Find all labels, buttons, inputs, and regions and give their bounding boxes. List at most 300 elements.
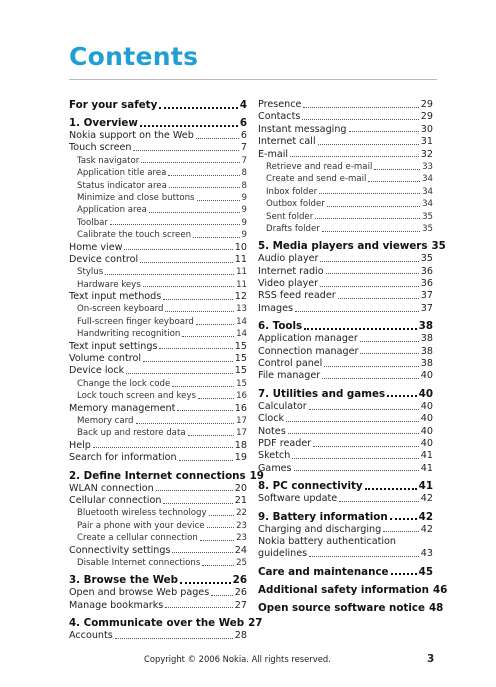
toc-entry-label: Application title area bbox=[77, 168, 167, 179]
toc-section-entry[interactable] bbox=[258, 463, 433, 475]
dot-leader bbox=[143, 286, 234, 287]
dot-leader bbox=[326, 273, 419, 274]
dot-leader bbox=[163, 503, 232, 504]
toc-entry-label: Create a cellular connection bbox=[77, 533, 198, 544]
dot-leader bbox=[313, 446, 419, 447]
toc-page-number: 12 bbox=[234, 291, 247, 303]
toc-page-number: 8 bbox=[241, 180, 247, 191]
toc-page-number: 41 bbox=[418, 480, 433, 493]
toc-subsection-entry[interactable] bbox=[69, 507, 247, 519]
toc-page-number: 6 bbox=[239, 117, 247, 129]
toc-page-number: 21 bbox=[234, 494, 247, 506]
toc-section-entry[interactable] bbox=[69, 440, 247, 452]
toc-entry-label: 5. Media players and viewers bbox=[258, 240, 428, 253]
dot-leader bbox=[197, 200, 240, 201]
toc-entry-label: Volume control bbox=[69, 353, 141, 365]
toc-entry-label: E-mail bbox=[258, 148, 289, 160]
toc-page-number: 37 bbox=[420, 290, 433, 302]
dot-leader bbox=[163, 299, 233, 300]
toc-page-number: 42 bbox=[418, 510, 433, 523]
toc-page-number: 27 bbox=[234, 599, 247, 611]
toc-entry-label: Inbox folder bbox=[266, 186, 318, 197]
toc-entry-label: Manage bookmarks bbox=[69, 599, 164, 611]
toc-page-number: 11 bbox=[236, 279, 247, 290]
toc-subsection-entry[interactable] bbox=[258, 223, 433, 235]
toc-page-number: 45 bbox=[418, 565, 433, 578]
toc-section-entry[interactable] bbox=[69, 130, 247, 142]
toc-section-entry[interactable] bbox=[258, 333, 433, 345]
toc-section-entry[interactable] bbox=[69, 483, 247, 495]
dot-leader bbox=[196, 324, 234, 325]
toc-page-number: 38 bbox=[418, 320, 433, 333]
toc-page-number: 32 bbox=[420, 148, 433, 160]
toc-entry-label: Application area bbox=[77, 205, 147, 216]
toc-entry-label: Cellular connection bbox=[69, 494, 162, 506]
toc-entry-label: Internet call bbox=[258, 136, 316, 148]
toc-section-entry[interactable] bbox=[258, 548, 433, 560]
toc-chapter-entry[interactable] bbox=[258, 480, 433, 493]
toc-subsection-entry[interactable] bbox=[69, 217, 247, 229]
toc-section-entry[interactable] bbox=[258, 426, 433, 438]
dot-leader bbox=[156, 490, 233, 491]
toc-section-entry[interactable] bbox=[69, 353, 247, 365]
toc-entry-label: Accounts bbox=[69, 630, 113, 642]
dot-leader bbox=[374, 169, 420, 170]
toc-entry-label: On-screen keyboard bbox=[77, 304, 164, 315]
toc-entry-label: Application manager bbox=[258, 333, 358, 345]
toc-entry-label: Retrieve and read e-mail bbox=[266, 161, 373, 172]
toc-chapter-entry[interactable] bbox=[258, 583, 448, 597]
dot-leader bbox=[133, 150, 238, 151]
toc-section-entry[interactable] bbox=[258, 278, 433, 290]
page-title: Contents bbox=[69, 42, 199, 71]
dot-leader bbox=[339, 501, 419, 502]
toc-section-entry[interactable] bbox=[69, 630, 247, 642]
dot-leader bbox=[200, 540, 234, 541]
dot-leader bbox=[211, 595, 233, 596]
toc-entry-label: Sent folder bbox=[266, 211, 314, 222]
dot-leader bbox=[292, 458, 418, 459]
toc-entry-label: Contacts bbox=[258, 111, 301, 123]
toc-subsection-entry[interactable] bbox=[69, 303, 247, 315]
dot-leader bbox=[304, 328, 417, 330]
toc-section-entry[interactable] bbox=[69, 242, 247, 254]
toc-entry-label: Handwriting recognition bbox=[77, 329, 181, 340]
dot-leader bbox=[126, 373, 233, 374]
toc-section-entry[interactable] bbox=[69, 600, 247, 612]
toc-page-number: 36 bbox=[420, 278, 433, 290]
dot-leader bbox=[309, 556, 419, 557]
toc-section-entry[interactable] bbox=[69, 365, 247, 377]
toc-section-entry[interactable] bbox=[258, 136, 433, 148]
toc-section-entry[interactable] bbox=[258, 370, 433, 382]
toc-section-entry[interactable] bbox=[258, 303, 433, 315]
dot-leader bbox=[302, 119, 418, 120]
toc-page-number: 17 bbox=[236, 415, 247, 426]
toc-entry-label: Connectivity settings bbox=[69, 544, 171, 556]
toc-entry-label: 9. Battery information bbox=[258, 510, 388, 523]
title-divider bbox=[69, 79, 437, 80]
toc-entry-label: Bluetooth wireless technology bbox=[77, 508, 207, 519]
toc-page-number: 38 bbox=[420, 333, 433, 345]
toc-page-number: 37 bbox=[420, 302, 433, 314]
toc-page-number: 34 bbox=[422, 186, 433, 197]
toc-entry-label: WLAN connection bbox=[69, 482, 154, 494]
dot-leader bbox=[303, 107, 418, 108]
dot-leader bbox=[93, 447, 233, 448]
toc-subsection-entry[interactable] bbox=[69, 316, 247, 328]
toc-page-number: 17 bbox=[236, 428, 247, 439]
toc-entry-label: 2. Define Internet connections bbox=[69, 469, 246, 482]
toc-page-number: 14 bbox=[236, 316, 247, 327]
toc-page-number: 6 bbox=[240, 130, 247, 141]
toc-entry-label: 4. Communicate over the Web bbox=[69, 617, 245, 630]
dot-leader bbox=[322, 378, 419, 379]
toc-subsection-entry[interactable] bbox=[258, 198, 433, 210]
dot-leader bbox=[105, 274, 234, 275]
toc-entry-label: Audio player bbox=[258, 253, 319, 265]
dot-leader bbox=[193, 237, 239, 238]
toc-entry-label: For your safety bbox=[69, 99, 158, 111]
dot-leader bbox=[207, 527, 234, 528]
toc-entry-label: Care and maintenance bbox=[258, 565, 389, 578]
toc-section-entry[interactable] bbox=[258, 253, 433, 265]
toc-page-number: 7 bbox=[240, 142, 247, 154]
toc-section-entry[interactable] bbox=[258, 124, 433, 136]
toc-section-entry[interactable] bbox=[69, 254, 247, 266]
dot-leader bbox=[324, 366, 418, 367]
toc-page-number: 15 bbox=[234, 365, 247, 377]
toc-section-entry[interactable] bbox=[69, 545, 247, 557]
toc-entry-label: Touch screen bbox=[69, 142, 132, 154]
toc-entry-label: 3. Browse the Web bbox=[69, 574, 179, 587]
toc-section-entry[interactable] bbox=[258, 111, 433, 123]
toc-entry-label: Help bbox=[69, 439, 91, 451]
toc-page-number: 23 bbox=[236, 533, 247, 544]
toc-chapter-entry[interactable] bbox=[258, 566, 433, 579]
toc-page-number: 30 bbox=[420, 123, 433, 135]
dot-leader bbox=[179, 460, 233, 461]
toc-entry-label: Presence bbox=[258, 99, 302, 110]
toc-entry-label: Minimize and close buttons bbox=[77, 192, 195, 203]
toc-section-entry[interactable] bbox=[258, 493, 433, 505]
toc-section-entry[interactable] bbox=[69, 495, 247, 507]
toc-page-number: 18 bbox=[234, 439, 247, 451]
toc-page-number: 35 bbox=[422, 211, 433, 222]
toc-section-entry[interactable] bbox=[258, 149, 433, 161]
toc-subsection-entry[interactable] bbox=[69, 279, 247, 291]
toc-page-number: 9 bbox=[241, 230, 247, 241]
toc-entry-label: Toolbar bbox=[77, 217, 108, 228]
dot-leader bbox=[320, 286, 419, 287]
dot-leader bbox=[387, 395, 417, 397]
toc-subsection-entry[interactable] bbox=[69, 266, 247, 278]
toc-chapter-entry[interactable] bbox=[69, 574, 247, 587]
toc-entry-label: Text input settings bbox=[69, 340, 158, 352]
toc-entry-label: Lock touch screen and keys bbox=[77, 391, 197, 402]
toc-section-entry[interactable] bbox=[69, 341, 247, 353]
toc-entry-label: Games bbox=[258, 462, 292, 474]
dot-leader bbox=[391, 573, 417, 575]
toc-entry-label: Nokia support on the Web bbox=[69, 130, 194, 141]
toc-page-number: 38 bbox=[420, 358, 433, 370]
toc-chapter-entry[interactable] bbox=[258, 388, 433, 401]
dot-leader bbox=[360, 341, 419, 342]
toc-subsection-entry[interactable] bbox=[69, 155, 247, 167]
toc-section-entry[interactable] bbox=[258, 358, 433, 370]
page-number: 3 bbox=[427, 653, 435, 665]
toc-page-number: 40 bbox=[418, 387, 433, 400]
toc-page-number: 34 bbox=[422, 199, 433, 210]
toc-page-number: 34 bbox=[422, 174, 433, 185]
toc-page-number: 16 bbox=[234, 402, 247, 414]
toc-page-number: 29 bbox=[420, 99, 433, 110]
dot-leader bbox=[140, 262, 233, 263]
dot-leader bbox=[196, 138, 239, 139]
dot-leader bbox=[286, 421, 419, 422]
toc-subsection-entry[interactable] bbox=[69, 180, 247, 192]
toc-entry-label: Notes bbox=[258, 425, 286, 437]
toc-page-number: 41 bbox=[420, 450, 433, 462]
toc-entry-label: Device control bbox=[69, 253, 139, 265]
toc-subsection-entry[interactable] bbox=[69, 204, 247, 216]
toc-page-number: 40 bbox=[420, 437, 433, 449]
dot-leader bbox=[295, 311, 419, 312]
dot-leader bbox=[149, 212, 240, 213]
toc-entry-label: Task navigator bbox=[77, 155, 140, 166]
toc-page-number: 35 bbox=[420, 253, 433, 265]
toc-page-number: 27 bbox=[248, 617, 263, 630]
dot-leader bbox=[115, 638, 233, 639]
toc-page-number: 22 bbox=[236, 508, 247, 519]
toc-subsection-entry[interactable] bbox=[69, 415, 247, 427]
toc-subsection-entry[interactable] bbox=[69, 427, 247, 439]
dot-leader bbox=[315, 218, 420, 219]
toc-section-entry[interactable] bbox=[258, 266, 433, 278]
dot-leader bbox=[290, 156, 419, 157]
dot-leader bbox=[309, 409, 419, 410]
toc-chapter-entry[interactable] bbox=[258, 601, 444, 615]
toc-entry-label: Hardware keys bbox=[77, 279, 141, 290]
toc-page-number: 35 bbox=[431, 240, 446, 253]
toc-page-number: 28 bbox=[234, 630, 247, 642]
toc-entry-label: Images bbox=[258, 302, 294, 314]
toc-page-number: 24 bbox=[234, 544, 247, 556]
toc-entry-label: Additional safety information bbox=[258, 583, 429, 596]
toc-entry-label: Drafts folder bbox=[266, 223, 320, 234]
toc-entry-label: Disable Internet connections bbox=[77, 557, 201, 568]
toc-page-number: 31 bbox=[420, 136, 433, 148]
copyright-notice: Copyright © 2006 Nokia. All rights reserved. bbox=[144, 654, 331, 664]
toc-subsection-entry[interactable] bbox=[69, 229, 247, 241]
toc-entry-label: Stylus bbox=[77, 267, 104, 278]
dot-leader bbox=[365, 488, 417, 490]
toc-section-entry[interactable] bbox=[258, 413, 433, 425]
dot-leader bbox=[360, 353, 418, 354]
toc-page-number: 11 bbox=[234, 253, 247, 265]
dot-leader bbox=[288, 433, 419, 434]
toc-entry-label: Charging and discharging bbox=[258, 523, 382, 535]
dot-leader bbox=[159, 348, 232, 349]
toc-section-entry[interactable] bbox=[69, 142, 247, 154]
toc-chapter-entry[interactable] bbox=[258, 240, 446, 253]
toc-page-number: 35 bbox=[422, 223, 433, 234]
toc-chapter-entry[interactable] bbox=[69, 99, 247, 112]
toc-page-number: 41 bbox=[420, 462, 433, 474]
dot-leader bbox=[177, 410, 232, 411]
dot-leader bbox=[318, 144, 419, 145]
toc-subsection-entry[interactable] bbox=[69, 520, 247, 532]
dot-leader bbox=[322, 231, 420, 232]
toc-section-entry[interactable] bbox=[258, 346, 433, 358]
toc-entry-label: Calculator bbox=[258, 400, 307, 412]
dot-leader bbox=[338, 298, 419, 299]
toc-section-entry[interactable] bbox=[258, 290, 433, 302]
toc-chapter-entry[interactable] bbox=[258, 320, 433, 333]
toc-subsection-entry[interactable] bbox=[258, 161, 433, 173]
toc-section-entry[interactable] bbox=[258, 401, 433, 413]
toc-chapter-entry[interactable] bbox=[258, 511, 433, 524]
dot-leader bbox=[327, 206, 420, 207]
toc-page-number: 20 bbox=[234, 482, 247, 494]
dot-leader bbox=[136, 423, 235, 424]
toc-entry-label: Connection manager bbox=[258, 345, 359, 357]
toc-page-number: 15 bbox=[234, 353, 247, 365]
toc-entry-label: Full-screen finger keyboard bbox=[77, 316, 194, 327]
toc-subsection-entry[interactable] bbox=[69, 378, 247, 390]
toc-chapter-entry[interactable] bbox=[69, 117, 247, 130]
toc-page-number: 14 bbox=[236, 329, 247, 340]
toc-page-number: 40 bbox=[420, 425, 433, 437]
toc-page-number: 9 bbox=[241, 217, 247, 228]
toc-entry-label: Home view bbox=[69, 241, 123, 253]
toc-page-number: 9 bbox=[241, 205, 247, 216]
dot-leader bbox=[180, 582, 231, 584]
toc-entry-label: guidelines bbox=[258, 548, 308, 560]
toc-page-number: 48 bbox=[428, 601, 444, 614]
toc-entry-label: Video player bbox=[258, 278, 319, 290]
dot-leader bbox=[202, 565, 234, 566]
toc-page-number: 36 bbox=[420, 265, 433, 277]
toc-page-number: 42 bbox=[420, 493, 433, 505]
toc-entry-label: Sketch bbox=[258, 450, 291, 462]
toc-page-number: 42 bbox=[420, 523, 433, 535]
toc-page-number: 19 bbox=[249, 469, 264, 482]
toc-right-column bbox=[258, 99, 448, 615]
toc-subsection-entry[interactable] bbox=[69, 328, 247, 340]
toc-page-number: 33 bbox=[422, 161, 433, 172]
toc-left-column bbox=[69, 99, 264, 642]
dot-leader bbox=[209, 515, 234, 516]
dot-leader bbox=[140, 125, 238, 127]
toc-entry-label: Pair a phone with your device bbox=[77, 520, 205, 531]
toc-page-number: 40 bbox=[420, 400, 433, 412]
toc-section-entry[interactable] bbox=[69, 452, 247, 464]
toc-subsection-entry[interactable] bbox=[258, 186, 433, 198]
toc-section-entry[interactable] bbox=[69, 587, 247, 599]
dot-leader bbox=[159, 107, 238, 109]
toc-page-number: 38 bbox=[420, 345, 433, 357]
toc-section-entry[interactable] bbox=[258, 450, 433, 462]
toc-section-entry[interactable] bbox=[258, 524, 433, 536]
toc-entry-label: 8. PC connectivity bbox=[258, 480, 363, 493]
toc-entry-label: Control panel bbox=[258, 358, 323, 370]
toc-page-number: 16 bbox=[236, 391, 247, 402]
dot-leader bbox=[141, 162, 239, 163]
toc-entry-label: Create and send e-mail bbox=[266, 174, 367, 185]
toc-page-number: 8 bbox=[241, 168, 247, 179]
toc-chapter-entry[interactable] bbox=[69, 617, 263, 630]
toc-entry-label: Software update bbox=[258, 493, 338, 505]
dot-leader bbox=[188, 435, 234, 436]
toc-page-number: 7 bbox=[241, 155, 247, 166]
toc-subsection-entry[interactable] bbox=[69, 192, 247, 204]
toc-subsection-entry[interactable] bbox=[258, 211, 433, 223]
dot-leader bbox=[319, 193, 420, 194]
page-footer bbox=[0, 654, 496, 668]
toc-entry-label: 6. Tools bbox=[258, 320, 303, 333]
toc-chapter-entry[interactable] bbox=[69, 469, 264, 483]
toc-entry-label: Internet radio bbox=[258, 265, 324, 277]
toc-subsection-entry[interactable] bbox=[69, 390, 247, 402]
dot-leader bbox=[182, 336, 234, 337]
toc-entry-label: PDF reader bbox=[258, 437, 312, 449]
dot-leader bbox=[368, 181, 420, 182]
toc-subsection-entry[interactable] bbox=[258, 173, 433, 185]
toc-subsection-entry[interactable] bbox=[69, 167, 247, 179]
toc-subsection-entry[interactable] bbox=[69, 532, 247, 544]
dot-leader bbox=[349, 131, 419, 132]
toc-entry-label: Search for information bbox=[69, 452, 177, 464]
toc-page-number: 10 bbox=[234, 241, 247, 253]
toc-entry-label: Clock bbox=[258, 413, 285, 425]
toc-page-number: 46 bbox=[432, 583, 448, 596]
dot-leader bbox=[124, 249, 232, 250]
toc-entry-label: Outbox folder bbox=[266, 199, 325, 210]
dot-leader bbox=[383, 531, 419, 532]
toc-entry-label: Calibrate the touch screen bbox=[77, 230, 192, 241]
toc-section-entry[interactable] bbox=[69, 291, 247, 303]
dot-leader bbox=[165, 311, 234, 312]
toc-page-number: 11 bbox=[236, 267, 247, 278]
toc-section-entry[interactable] bbox=[69, 403, 247, 415]
toc-page-number: 43 bbox=[420, 548, 433, 560]
toc-page-number: 26 bbox=[234, 587, 247, 599]
toc-entry-label: Back up and restore data bbox=[77, 428, 186, 439]
toc-page-number: 40 bbox=[420, 413, 433, 425]
toc-page-number: 25 bbox=[236, 557, 247, 568]
toc-entry-label: Device lock bbox=[69, 365, 125, 377]
toc-entry-label: Change the lock code bbox=[77, 378, 171, 389]
toc-page-number: 40 bbox=[420, 370, 433, 382]
toc-page-number: 13 bbox=[236, 304, 247, 315]
toc-page-number: 19 bbox=[234, 452, 247, 464]
toc-section-entry[interactable] bbox=[258, 99, 433, 111]
dot-leader bbox=[294, 470, 419, 471]
toc-page-number: 15 bbox=[236, 378, 247, 389]
toc-entry-text: Nokia battery authentication bbox=[258, 535, 397, 547]
toc-page-number: 15 bbox=[234, 340, 247, 352]
toc-entry-label: Open and browse Web pages bbox=[69, 587, 210, 599]
dot-leader bbox=[172, 552, 232, 553]
toc-entry-label: Memory management bbox=[69, 402, 176, 414]
dot-leader bbox=[172, 386, 234, 387]
toc-section-entry[interactable] bbox=[258, 438, 433, 450]
toc-subsection-entry[interactable] bbox=[69, 557, 247, 569]
dot-leader bbox=[169, 187, 240, 188]
toc-page-number: 26 bbox=[232, 574, 247, 587]
dot-leader bbox=[143, 361, 233, 362]
